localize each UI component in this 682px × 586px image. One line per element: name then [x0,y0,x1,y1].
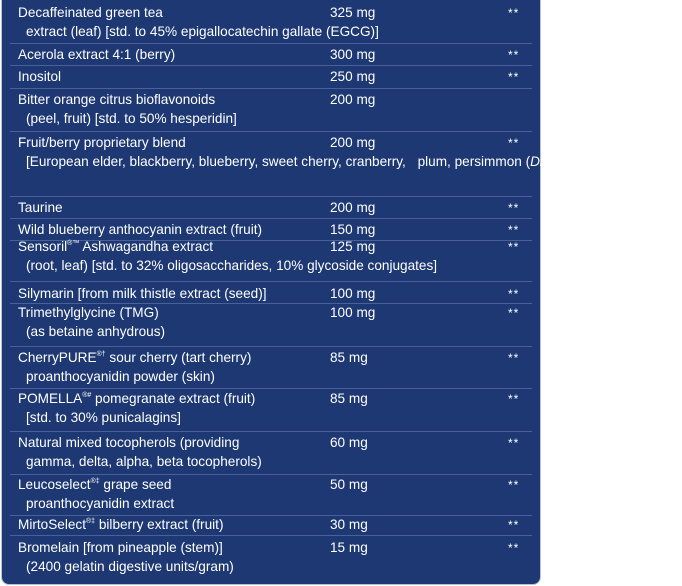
ingredient-name: Inositol [18,69,62,84]
ingredient-name: MirtoSelect®‡ bilberry extract (fruit) [18,517,224,532]
row-divider [10,131,532,132]
ingredient-amount: 85 mg [330,391,368,406]
ingredient-name: CherryPURE®† sour cherry (tart cherry) proanthocyanidin powder (skin) [18,350,252,384]
ingredient-name: Bromelain [from pineapple (stem)] (2400 gelatin digestive units/gram) [18,540,234,574]
ingredient-amount: 15 mg [330,540,368,555]
ingredient-amount: 200 mg [330,200,376,215]
ingredient-name: Natural mixed tocopherols (providing gamma, delta, alpha, beta tocopherols) [18,435,262,469]
ingredient-amount: 250 mg [330,69,376,84]
ingredient-name: Silymarin [from milk thistle extract (seed)] [18,286,267,301]
daily-value-mark: ** [508,306,520,320]
ingredient-name: Sensoril®™ Ashwagandha extract (root, leaf) [std. to 32% oligosaccharides, 10% glycoside conjugates] [18,239,438,273]
daily-value-mark: ** [508,436,520,450]
ingredient-name: Taurine [18,200,63,215]
row-divider [10,535,532,536]
row-divider [10,218,532,219]
row-divider [10,474,532,475]
daily-value-mark: ** [508,287,520,301]
ingredient-amount: 100 mg [330,305,376,320]
ingredient-amount: 200 mg [330,92,376,107]
ingredient-name: Trimethylglycine (TMG) (as betaine anhydrous) [18,305,166,339]
row-divider [10,43,532,44]
ingredient-name: Fruit/berry proprietary blend [European elder, blackberry, blueberry, sweet cherry, cranberry, plum, persimmon (Diospyros kaki) powders] [18,135,682,169]
ingredient-amount: 325 mg [330,5,376,20]
ingredient-name: Decaffeinated green tea extract (leaf) [std. to 45% epigallocatechin gallate (EGCG)] [18,5,379,39]
ingredient-amount: 200 mg [330,135,376,150]
daily-value-mark: ** [508,541,520,555]
daily-value-mark: ** [508,6,520,20]
daily-value-mark: ** [508,392,520,406]
ingredient-amount: 100 mg [330,286,376,301]
daily-value-mark: ** [508,478,520,492]
row-divider [10,196,532,197]
row-divider [10,346,532,347]
ingredient-name: POMELLA®# pomegranate extract (fruit) [std. to 30% punicalagins] [18,391,256,425]
ingredient-amount: 60 mg [330,435,368,450]
ingredient-name: Acerola extract 4:1 (berry) [18,47,176,62]
daily-value-mark: ** [508,240,520,254]
ingredient-amount: 85 mg [330,350,368,365]
daily-value-mark: ** [508,223,520,237]
row-divider [10,65,532,66]
row-divider [10,388,532,389]
daily-value-mark: ** [508,48,520,62]
daily-value-mark: ** [508,351,520,365]
ingredient-amount: 300 mg [330,47,376,62]
row-divider [10,431,532,432]
ingredient-amount: 150 mg [330,222,376,237]
daily-value-mark: ** [508,201,520,215]
daily-value-mark: ** [508,70,520,84]
ingredient-amount: 30 mg [330,517,368,532]
row-divider [10,281,532,282]
row-divider [10,88,532,89]
ingredient-name: Leucoselect®‡ grape seed proanthocyanidin extract [18,477,175,511]
supplement-facts-panel [1,0,682,585]
ingredient-name: Bitter orange citrus bioflavonoids (peel, fruit) [std. to 50% hesperidin] [18,92,237,126]
ingredient-name: Wild blueberry anthocyanin extract (fruit) [18,222,263,237]
daily-value-mark: ** [508,518,520,532]
ingredient-amount: 125 mg [330,239,376,254]
daily-value-mark: ** [508,136,520,150]
ingredient-amount: 50 mg [330,477,368,492]
